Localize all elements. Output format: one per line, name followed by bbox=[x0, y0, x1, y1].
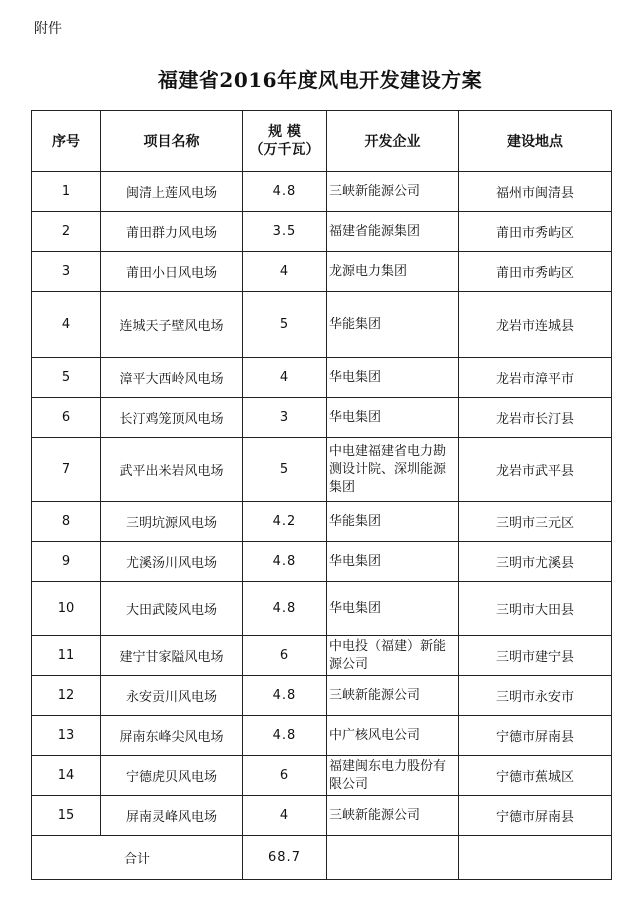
cell-project-name: 连城天子壁风电场 bbox=[101, 292, 243, 358]
cell-scale: 3 bbox=[243, 398, 327, 438]
cell-developer: 三峡新能源公司 bbox=[327, 796, 459, 836]
cell-scale: 4.8 bbox=[243, 676, 327, 716]
cell-developer: 华能集团 bbox=[327, 502, 459, 542]
cell-scale: 5 bbox=[243, 438, 327, 502]
cell-location: 三明市永安市 bbox=[459, 676, 612, 716]
header-no: 序号 bbox=[32, 111, 101, 172]
table-header-row bbox=[32, 111, 612, 172]
total-developer-empty bbox=[327, 836, 459, 880]
header-scale-line1: 规 模 bbox=[268, 124, 301, 140]
cell-project-name: 屏南东峰尖风电场 bbox=[101, 716, 243, 756]
table-row bbox=[32, 796, 612, 836]
cell-no: 7 bbox=[32, 438, 101, 502]
cell-project-name: 永安贡川风电场 bbox=[101, 676, 243, 716]
table-row bbox=[32, 398, 612, 438]
cell-no: 10 bbox=[32, 582, 101, 636]
cell-project-name: 建宁甘家隘风电场 bbox=[101, 636, 243, 676]
table-row bbox=[32, 502, 612, 542]
header-developer: 开发企业 bbox=[327, 111, 459, 172]
cell-project-name: 武平出米岩风电场 bbox=[101, 438, 243, 502]
cell-developer: 中广核风电公司 bbox=[327, 716, 459, 756]
cell-no: 12 bbox=[32, 676, 101, 716]
cell-scale: 4 bbox=[243, 252, 327, 292]
cell-project-name: 闽清上莲风电场 bbox=[101, 172, 243, 212]
cell-no: 2 bbox=[32, 212, 101, 252]
total-scale: 68.7 bbox=[243, 836, 327, 880]
document-title: 福建省2016年度风电开发建设方案 bbox=[157, 68, 483, 92]
cell-project-name: 莆田群力风电场 bbox=[101, 212, 243, 252]
cell-no: 9 bbox=[32, 542, 101, 582]
header-location: 建设地点 bbox=[459, 111, 612, 172]
cell-no: 4 bbox=[32, 292, 101, 358]
table-row bbox=[32, 716, 612, 756]
table-row bbox=[32, 636, 612, 676]
cell-no: 15 bbox=[32, 796, 101, 836]
cell-scale: 6 bbox=[243, 756, 327, 796]
cell-location: 龙岩市漳平市 bbox=[459, 358, 612, 398]
cell-developer: 福建闽东电力股份有限公司 bbox=[327, 756, 459, 796]
cell-scale: 4.2 bbox=[243, 502, 327, 542]
cell-location: 宁德市屏南县 bbox=[459, 796, 612, 836]
table-row bbox=[32, 212, 612, 252]
cell-developer: 华电集团 bbox=[327, 582, 459, 636]
cell-location: 三明市建宁县 bbox=[459, 636, 612, 676]
table-row bbox=[32, 358, 612, 398]
cell-developer: 华能集团 bbox=[327, 292, 459, 358]
header-scale-line2: （万千瓦） bbox=[249, 142, 320, 158]
cell-no: 14 bbox=[32, 756, 101, 796]
cell-scale: 4.8 bbox=[243, 172, 327, 212]
header-project-name: 项目名称 bbox=[101, 111, 243, 172]
cell-scale: 4.8 bbox=[243, 716, 327, 756]
cell-scale: 6 bbox=[243, 636, 327, 676]
table-row bbox=[32, 582, 612, 636]
cell-location: 福州市闽清县 bbox=[459, 172, 612, 212]
cell-no: 11 bbox=[32, 636, 101, 676]
cell-scale: 5 bbox=[243, 292, 327, 358]
cell-no: 3 bbox=[32, 252, 101, 292]
cell-location: 宁德市屏南县 bbox=[459, 716, 612, 756]
total-row bbox=[32, 836, 612, 880]
cell-location: 龙岩市武平县 bbox=[459, 438, 612, 502]
cell-developer: 华电集团 bbox=[327, 398, 459, 438]
cell-developer: 三峡新能源公司 bbox=[327, 676, 459, 716]
cell-project-name: 尤溪汤川风电场 bbox=[101, 542, 243, 582]
cell-location: 莆田市秀屿区 bbox=[459, 212, 612, 252]
cell-location: 三明市大田县 bbox=[459, 582, 612, 636]
cell-location: 三明市三元区 bbox=[459, 502, 612, 542]
cell-project-name: 宁德虎贝风电场 bbox=[101, 756, 243, 796]
cell-location: 龙岩市连城县 bbox=[459, 292, 612, 358]
cell-no: 5 bbox=[32, 358, 101, 398]
cell-developer: 三峡新能源公司 bbox=[327, 172, 459, 212]
wind-power-plan-table bbox=[31, 110, 612, 880]
cell-scale: 4 bbox=[243, 796, 327, 836]
total-location-empty bbox=[459, 836, 612, 880]
cell-scale: 4.8 bbox=[243, 582, 327, 636]
cell-project-name: 莆田小日风电场 bbox=[101, 252, 243, 292]
cell-project-name: 大田武陵风电场 bbox=[101, 582, 243, 636]
cell-location: 宁德市蕉城区 bbox=[459, 756, 612, 796]
cell-developer: 中电投（福建）新能源公司 bbox=[327, 636, 459, 676]
cell-project-name: 长汀鸡笼顶风电场 bbox=[101, 398, 243, 438]
total-label: 合计 bbox=[32, 836, 243, 880]
cell-no: 1 bbox=[32, 172, 101, 212]
cell-developer: 龙源电力集团 bbox=[327, 252, 459, 292]
attachment-label: 附件 bbox=[34, 21, 62, 37]
cell-scale: 4.8 bbox=[243, 542, 327, 582]
cell-no: 13 bbox=[32, 716, 101, 756]
table-row bbox=[32, 252, 612, 292]
cell-developer: 华电集团 bbox=[327, 358, 459, 398]
cell-developer: 福建省能源集团 bbox=[327, 212, 459, 252]
cell-project-name: 三明坑源风电场 bbox=[101, 502, 243, 542]
table-row bbox=[32, 542, 612, 582]
cell-developer: 华电集团 bbox=[327, 542, 459, 582]
cell-no: 6 bbox=[32, 398, 101, 438]
cell-no: 8 bbox=[32, 502, 101, 542]
table-row bbox=[32, 756, 612, 796]
cell-scale: 4 bbox=[243, 358, 327, 398]
cell-location: 龙岩市长汀县 bbox=[459, 398, 612, 438]
cell-project-name: 屏南灵峰风电场 bbox=[101, 796, 243, 836]
table-row bbox=[32, 438, 612, 502]
cell-developer: 中电建福建省电力勘测设计院、深圳能源集团 bbox=[327, 438, 459, 502]
cell-project-name: 漳平大西岭风电场 bbox=[101, 358, 243, 398]
cell-scale: 3.5 bbox=[243, 212, 327, 252]
header-scale bbox=[243, 111, 327, 172]
table-row bbox=[32, 676, 612, 716]
cell-location: 莆田市秀屿区 bbox=[459, 252, 612, 292]
table-row bbox=[32, 292, 612, 358]
table-row bbox=[32, 172, 612, 212]
cell-location: 三明市尤溪县 bbox=[459, 542, 612, 582]
